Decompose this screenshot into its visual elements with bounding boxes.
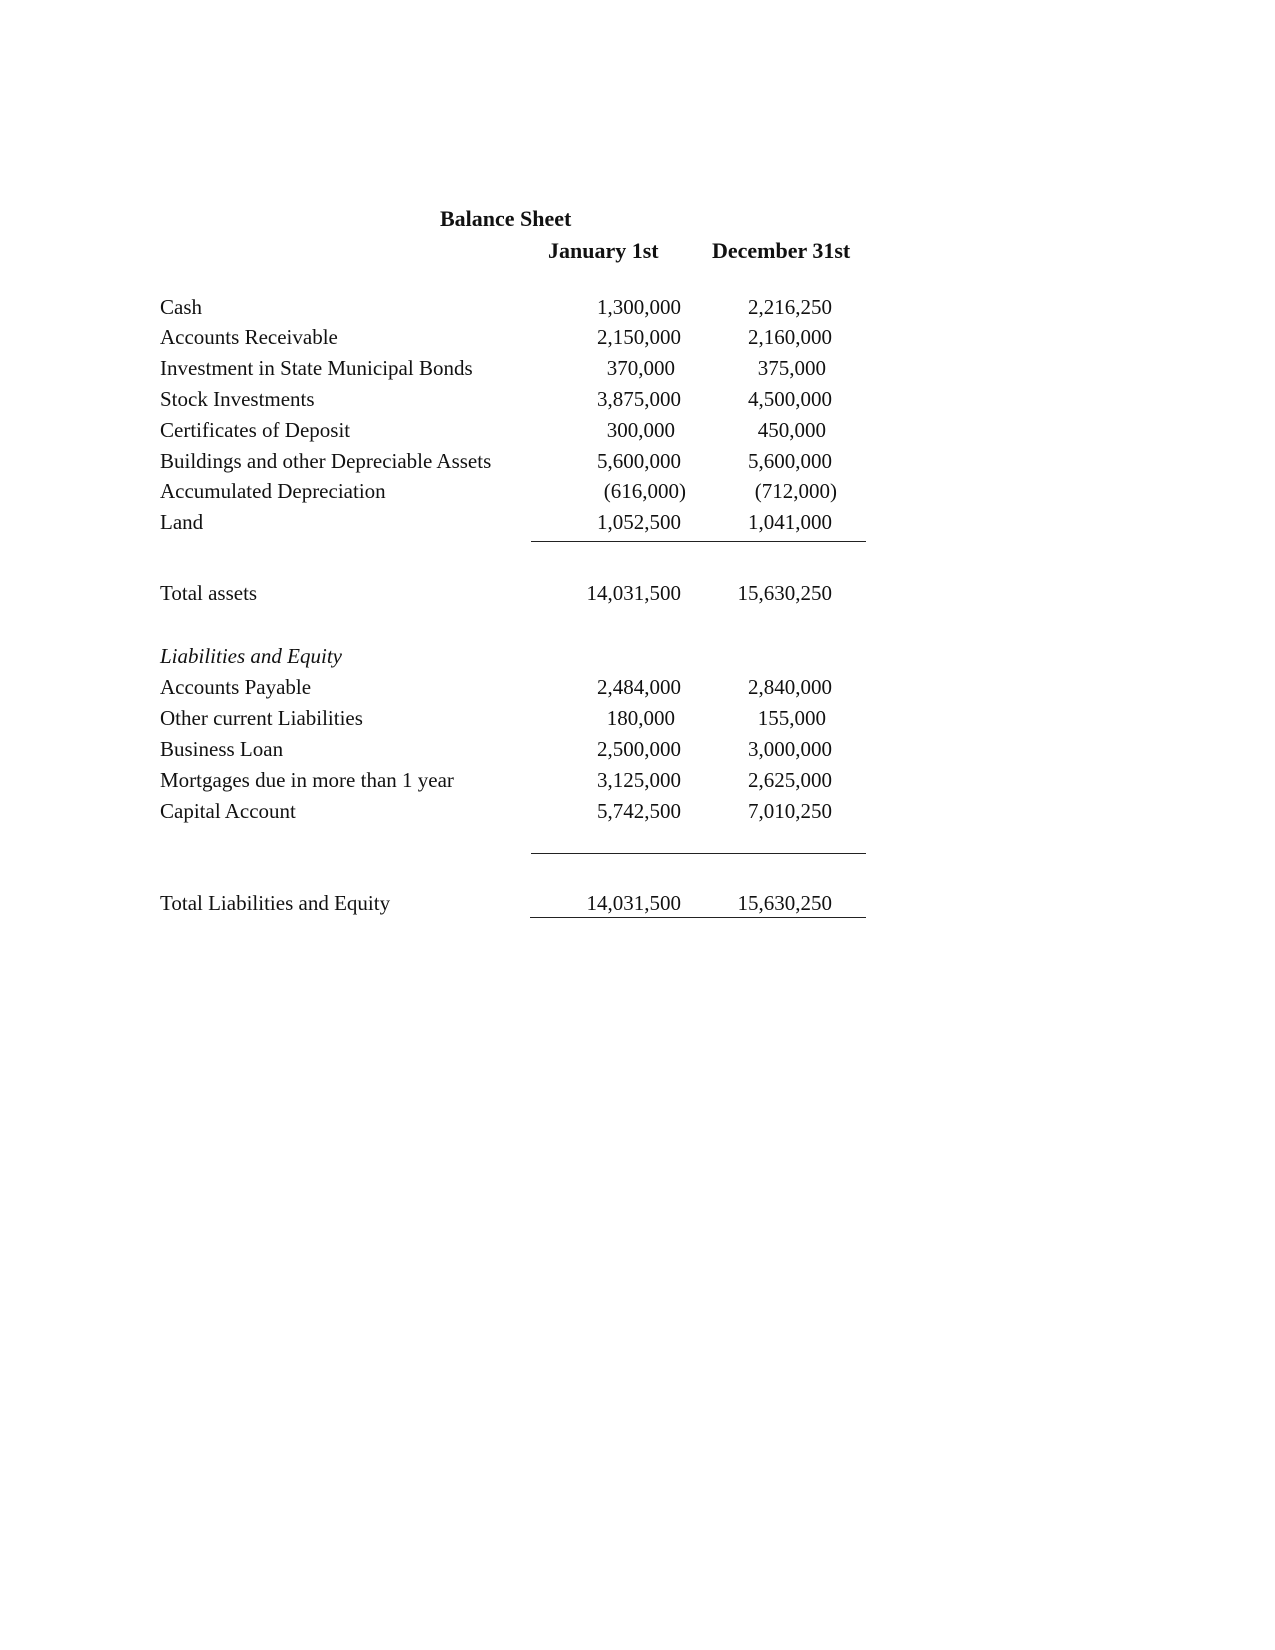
- row-label: Stock Investments: [160, 387, 315, 411]
- total-underline-rule: [530, 917, 866, 918]
- value-january: (616,000): [603, 479, 686, 503]
- liability-row-other-current: [0, 703, 1275, 733]
- row-label: Total Liabilities and Equity: [160, 891, 391, 915]
- column-header-december: December 31st: [712, 238, 851, 263]
- value-december: 5,600,000: [748, 449, 832, 473]
- asset-row-municipal-bonds: [0, 353, 1275, 383]
- assets-subtotal-rule: [531, 541, 866, 542]
- value-january: 5,600,000: [597, 449, 681, 473]
- column-header-january: January 1st: [548, 238, 659, 263]
- value-january: 14,031,500: [586, 581, 681, 605]
- value-january: 1,300,000: [597, 295, 681, 319]
- value-january: 2,500,000: [597, 737, 681, 761]
- value-december: 3,000,000: [748, 737, 832, 761]
- row-label: Total assets: [160, 581, 258, 605]
- row-label: Capital Account: [160, 799, 296, 823]
- value-december: 375,000: [757, 356, 826, 380]
- row-label: Accumulated Depreciation: [160, 479, 386, 503]
- value-january: 14,031,500: [586, 891, 681, 915]
- page-title: Balance Sheet: [440, 206, 572, 231]
- section-heading: Liabilities and Equity: [160, 644, 342, 668]
- row-label: Certificates of Deposit: [160, 418, 351, 442]
- value-january: 1,052,500: [597, 510, 681, 534]
- value-december: 155,000: [757, 706, 826, 730]
- liability-row-business-loan: [0, 734, 1275, 764]
- value-december: 4,500,000: [748, 387, 832, 411]
- value-december: 2,160,000: [748, 325, 832, 349]
- value-december: 2,625,000: [748, 768, 832, 792]
- asset-row-buildings: [0, 446, 1275, 476]
- value-december: 2,216,250: [748, 295, 832, 319]
- value-december: 7,010,250: [748, 799, 832, 823]
- value-january: 5,742,500: [597, 799, 681, 823]
- row-label: Accounts Receivable: [160, 325, 338, 349]
- row-label: Land: [160, 510, 204, 534]
- liabilities-subtotal-rule: [531, 853, 866, 854]
- value-december: (712,000): [754, 479, 837, 503]
- row-label: Cash: [160, 295, 202, 319]
- asset-row-certificates-of-deposit: [0, 415, 1275, 445]
- total-liabilities-row: [0, 888, 1275, 918]
- value-january: 2,150,000: [597, 325, 681, 349]
- value-january: 370,000: [606, 356, 675, 380]
- row-label: Other current Liabilities: [160, 706, 363, 730]
- value-december: 15,630,250: [737, 891, 832, 915]
- liability-row-capital-account: [0, 796, 1275, 826]
- value-january: 180,000: [606, 706, 675, 730]
- row-label: Investment in State Municipal Bonds: [160, 356, 473, 380]
- asset-row-cash: [0, 292, 1275, 322]
- value-january: 300,000: [606, 418, 675, 442]
- value-january: 3,875,000: [597, 387, 681, 411]
- value-december: 15,630,250: [737, 581, 832, 605]
- row-label: Buildings and other Depreciable Assets: [160, 449, 492, 473]
- asset-row-accumulated-depreciation: [0, 476, 1275, 506]
- row-label: Mortgages due in more than 1 year: [160, 768, 454, 792]
- total-assets-row: [0, 578, 1275, 608]
- asset-row-accounts-receivable: [0, 322, 1275, 352]
- liability-row-accounts-payable: [0, 672, 1275, 702]
- value-december: 450,000: [757, 418, 826, 442]
- row-label: Accounts Payable: [160, 675, 312, 699]
- liabilities-heading-row: [0, 641, 1275, 671]
- value-december: 1,041,000: [748, 510, 832, 534]
- value-january: 2,484,000: [597, 675, 681, 699]
- liability-row-mortgages: [0, 765, 1275, 795]
- asset-row-land: [0, 507, 1275, 537]
- row-label: Business Loan: [160, 737, 284, 761]
- asset-row-stock-investments: [0, 384, 1275, 414]
- value-january: 3,125,000: [597, 768, 681, 792]
- value-december: 2,840,000: [748, 675, 832, 699]
